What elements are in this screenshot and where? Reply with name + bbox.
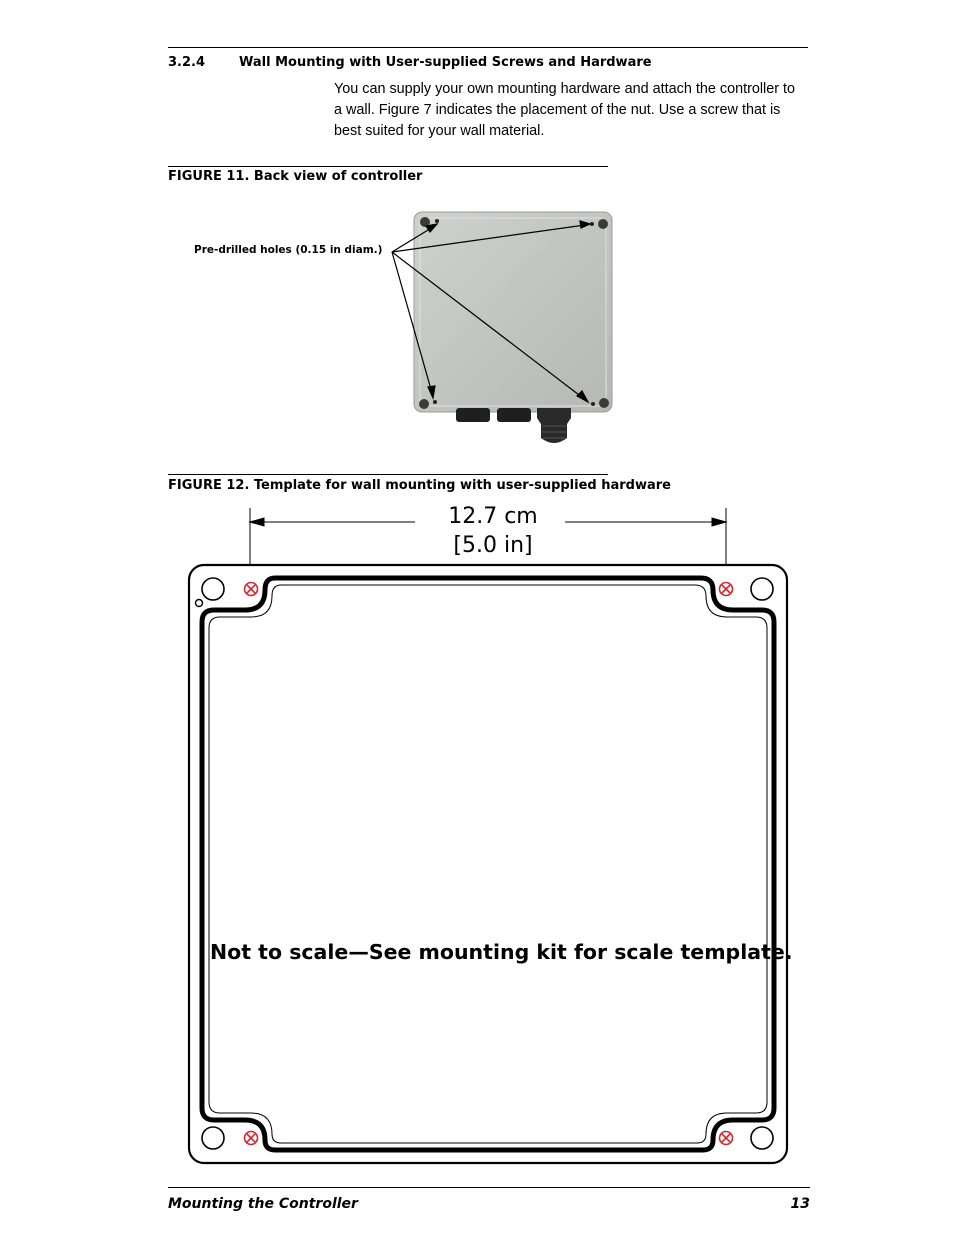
figure11-caption: FIGURE 11. Back view of controller xyxy=(168,169,423,184)
dimension-cm-label: 12.7 cm xyxy=(448,504,538,529)
predrilled-holes-callout: Pre-drilled holes (0.15 in diam.) xyxy=(194,244,383,256)
figure12-rule xyxy=(168,474,608,475)
controller-back-image xyxy=(414,212,612,443)
section-body-text: You can supply your own mounting hardware and attach the controller to a wall. Figure 7 indicates the placement of the nut. Use a screw that is best suited for your wall material. xyxy=(334,81,796,139)
figure12-caption: FIGURE 12. Template for wall mounting with user-supplied hardware xyxy=(168,478,671,493)
scale-note: Not to scale—See mounting kit for scale template. xyxy=(210,940,793,964)
corner-screw xyxy=(599,398,609,408)
mounting-template xyxy=(189,565,793,1163)
hole-marker xyxy=(720,583,733,596)
footer-chapter-title: Mounting the Controller xyxy=(168,1196,358,1212)
predrilled-hole xyxy=(591,402,595,406)
corner-bolt-hole xyxy=(202,1127,224,1149)
section-title: Wall Mounting with User-supplied Screws and Hardware xyxy=(239,55,652,70)
hole-marker xyxy=(720,1132,733,1145)
page-number: 13 xyxy=(790,1196,810,1212)
cable-gland xyxy=(497,408,531,422)
hole-marker xyxy=(245,1132,258,1145)
footer-rule xyxy=(168,1187,810,1188)
corner-screw xyxy=(598,219,608,229)
corner-bolt-hole xyxy=(751,1127,773,1149)
alignment-dot xyxy=(196,600,203,607)
hole-markers xyxy=(245,583,733,1145)
section-number: 3.2.4 xyxy=(168,55,206,70)
dimension-in-label: [5.0 in] xyxy=(453,533,533,558)
hole-marker xyxy=(245,583,258,596)
predrilled-hole xyxy=(435,219,439,223)
corner-screw xyxy=(419,399,429,409)
cable-gland xyxy=(456,408,490,422)
corner-bolt-hole xyxy=(751,578,773,600)
predrilled-hole xyxy=(433,400,437,404)
corner-bolt-hole xyxy=(202,578,224,600)
